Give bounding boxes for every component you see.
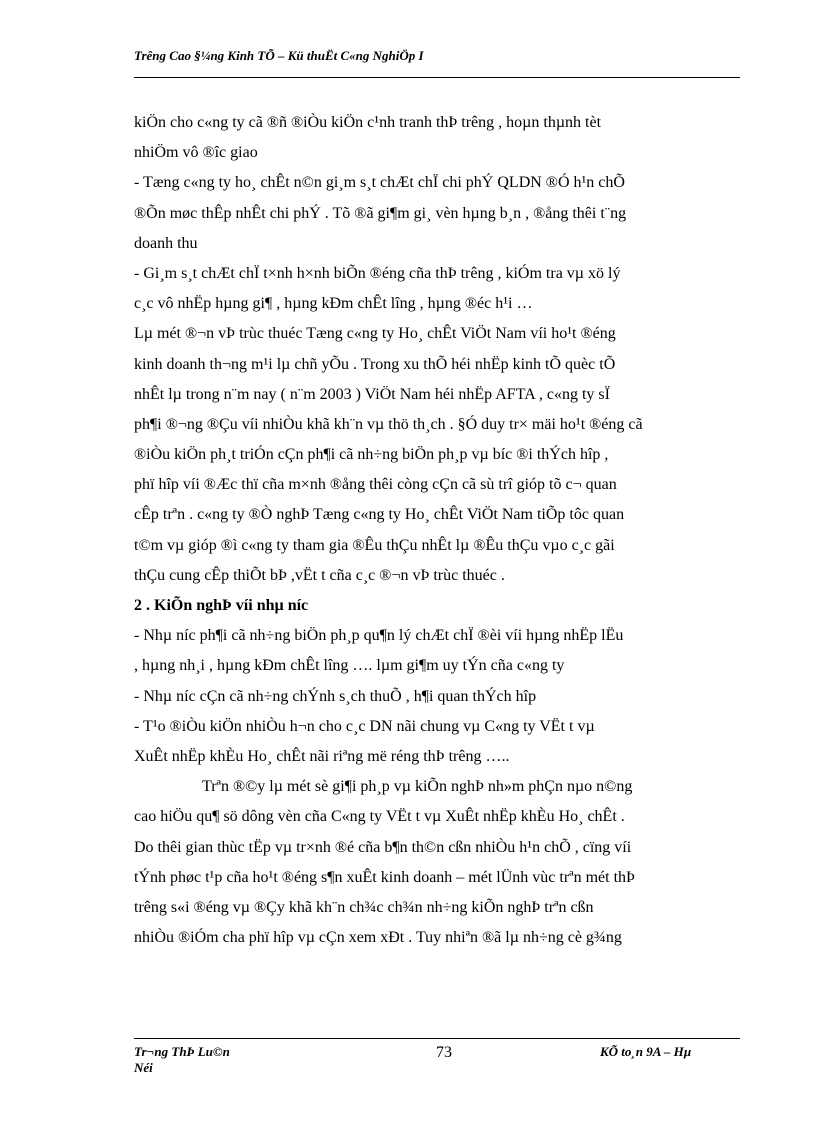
- text-line: Trªn ®©y lµ mét sè gi¶i ph¸p vµ kiÕn nghÞ nh»m phÇn nµo n©ng: [202, 778, 633, 796]
- footer-author: [134, 1044, 230, 1076]
- text-line: Do thêi gian thùc tËp vµ tr×nh ®é cña b¶n th©n cßn nhiÒu h¹n chÕ , cïng víi: [134, 838, 632, 856]
- text-line: kinh doanh th¬ng m¹i lµ chñ yÕu . Trong xu thÕ héi nhËp kinh tÕ quèc tÕ: [134, 355, 616, 373]
- text-line: trêng s«i ®éng vµ ®Çy khã kh¨n ch¾c ch¾n nh÷ng kiÕn nghÞ trªn cßn: [134, 898, 594, 916]
- footer-author-line1: Tr¬ng ThÞ Lu©n: [134, 1044, 230, 1059]
- footer-author-line2: Néi: [134, 1060, 153, 1075]
- header-rule: [134, 77, 740, 78]
- footer-class: KÕ to¸n 9A – Hµ: [600, 1044, 692, 1059]
- footer-rule: [134, 1038, 740, 1039]
- text-line: phï hîp víi ®Æc thï cña m×nh ®ång thêi còng cÇn cã sù trî gióp tõ c¬ quan: [134, 476, 617, 494]
- text-line: XuÊt nhËp khÈu Ho¸ chÊt nãi riªng më réng thÞ trêng …..: [134, 747, 510, 765]
- page-number: 73: [436, 1044, 452, 1061]
- text-line: , hµng nh¸i , hµng kÐm chÊt lîng …. lµm gi¶m uy tÝn cña c«ng ty: [134, 657, 565, 675]
- text-line: nhÊt lµ trong n¨m nay ( n¨m 2003 ) ViÖt Nam héi nhËp AFTA , c«ng ty sÏ: [134, 385, 610, 403]
- text-line: c¸c vô nhËp hµng gi¶ , hµng kÐm chÊt lîng , hµng ®éc h¹i …: [134, 295, 533, 313]
- text-line: - Nhµ níc cÇn cã nh÷ng chÝnh s¸ch thuÕ , h¶i quan thÝch hîp: [134, 687, 537, 705]
- text-line: ®Õn møc thÊp nhÊt chi phÝ . Tõ ®ã gi¶m gi¸ vèn hµng b¸n , ®ång thêi t¨ng: [134, 204, 627, 222]
- section-heading: 2 . KiÕn nghÞ víi nhµ níc: [134, 597, 309, 614]
- text-line: - Gi¸m s¸t chÆt chÏ t×nh h×nh biÕn ®éng cña thÞ trêng , kiÓm tra vµ xö lý: [134, 264, 621, 282]
- text-line: doanh thu: [134, 234, 198, 252]
- text-line: Lµ mét ®¬n vÞ trùc thuéc Tæng c«ng ty Ho¸ chÊt ViÖt Nam víi ho¹t ®éng: [134, 325, 616, 343]
- text-line: ®iÒu kiÖn ph¸t triÓn cÇn ph¶i cã nh÷ng biÖn ph¸p vµ bíc ®i thÝch hîp ,: [134, 446, 609, 464]
- text-line: - Tæng c«ng ty ho¸ chÊt n©n gi¸m s¸t chÆt chÏ chi phÝ QLDN ®Ó h¹n chÕ: [134, 174, 625, 192]
- document-body: [134, 108, 740, 953]
- text-line: - T¹o ®iÒu kiÖn nhiÒu h¬n cho c¸c DN nãi chung vµ C«ng ty VËt t vµ: [134, 717, 595, 735]
- text-line: nhiÖm vô ®îc giao: [134, 144, 258, 162]
- text-line: kiÖn cho c«ng ty cã ®ñ ®iÒu kiÖn c¹nh tranh thÞ trêng , hoµn thµnh tèt: [134, 114, 602, 131]
- text-line: cao hiÖu qu¶ sö dông vèn cña C«ng ty VËt t vµ XuÊt nhËp khÈu Ho¸ chÊt .: [134, 808, 625, 826]
- text-line: tÝnh phøc t¹p cña ho¹t ®éng s¶n xuÊt kinh doanh – mét lÜnh vùc trªn mét thÞ: [134, 868, 635, 886]
- text-line: t©m vµ gióp ®ì c«ng ty tham gia ®Êu thÇu nhÊt lµ ®Êu thÇu vµo c¸c gãi: [134, 536, 615, 554]
- text-line: cÊp trªn . c«ng ty ®Ò nghÞ Tæng c«ng ty Ho¸ chÊt ViÖt Nam tiÕp tôc quan: [134, 506, 625, 524]
- text-line: thÇu cung cÊp thiÕt bÞ ,vËt t cña c¸c ®¬n vÞ trùc thuéc .: [134, 566, 505, 584]
- text-line: ph¶i ®¬ng ®Çu víi nhiÒu khã kh¨n vµ thö th¸ch . §Ó duy tr× mäi ho¹t ®éng cã: [134, 415, 643, 433]
- text-line: nhiÒu ®iÓm cha phï hîp vµ cÇn xem xÐt . Tuy nhiªn ®ã lµ nh÷ng cè g¾ng: [134, 929, 622, 947]
- text-line: - Nhµ níc ph¶i cã nh÷ng biÖn ph¸p qu¶n lý chÆt chÏ ®èi víi hµng nhËp lËu: [134, 627, 624, 645]
- page-header-title: Trêng Cao §¼ng Kinh TÕ – Kü thuËt C«ng NghiÖp I: [134, 48, 424, 63]
